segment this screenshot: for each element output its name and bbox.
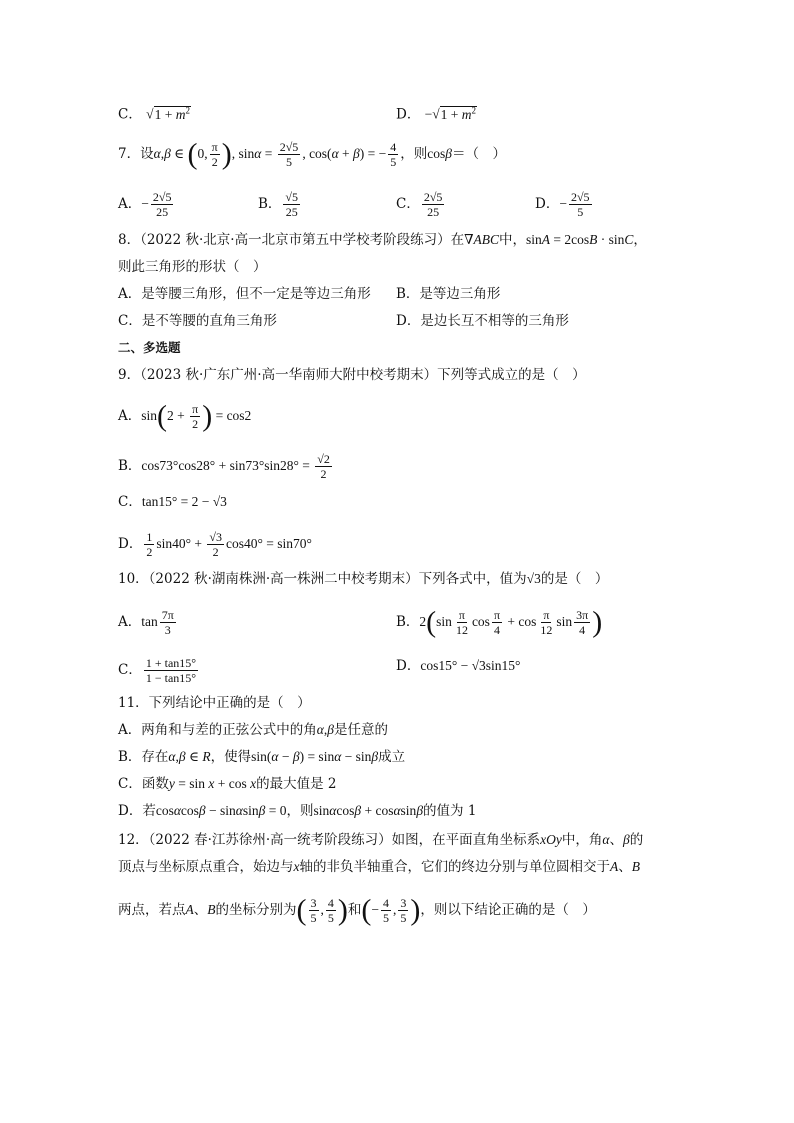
q7-option-b: B． $\frac{√5}{25}$ — [258, 190, 299, 219]
q11-option-d: D．若cosαcosβ − sinαsinβ = 0，则sinαcosβ + cosαsinβ的值为 1 — [118, 803, 477, 819]
q7-stem: 7．设α,β ∈ (0, $\frac{\pi}{2}$ ), sinα = $\frac{2√5}{5}$ , cos(α + β) = − $\frac{4}{5}$ ，则cosβ＝（ ） — [118, 137, 506, 171]
q8-stem-line2: 则此三角形的形状（ ） — [118, 259, 267, 275]
q10-option-a: A．tan $\frac{7\pi}{3}$ — [118, 608, 174, 637]
q9-option-c: C．tan15° = 2 − √3 — [118, 494, 227, 510]
q8-option-d: D．是边长互不相等的三角形 — [396, 313, 569, 329]
q7-option-d: D．− $\frac{2√5}{5}$ — [535, 190, 590, 219]
q9-stem: 9．（2023 秋·广东广州·高一华南师大附中校考期末）下列等式成立的是（ ） — [118, 367, 586, 383]
q7-option-a: A．− $\frac{2√5}{25}$ — [118, 190, 172, 219]
q6-option-c: C． $√1 + m^2$ — [118, 105, 190, 123]
q7-option-c: C． $\frac{2√5}{25}$ — [396, 190, 443, 219]
q10-option-b: B．2(sin $\frac{\pi}{12}$ cos $\frac{\pi}{4}$ + cos $\frac{\pi}{12}$ sin $\frac{3\pi}{4}$ ) — [396, 605, 603, 639]
q11-option-c: C．函数y = sin x + cos x的最大值是 2 — [118, 776, 337, 792]
q9-option-d: D． $\frac{1}{2}$ sin40° + $\frac{√3}{2}$ cos40° = sin70° — [118, 530, 312, 559]
q10-option-c: C． $\frac{1 + \tan 15^\circ}{1 - \tan 15^\circ}$ — [118, 656, 197, 685]
q12-stem-line1: 12．（2022 春·江苏徐州·高一统考阶段练习）如图，在平面直角坐标系xOy中，角α、β的 — [118, 832, 644, 848]
q8-option-b: B．是等边三角形 — [396, 286, 501, 302]
section-heading-multi-choice: 二、多选题 — [118, 340, 181, 355]
q8-option-a: A．是等腰三角形，但不一定是等边三角形 — [118, 286, 371, 302]
q6-option-d: D． $-√1 + m^2$ — [396, 105, 477, 123]
q11-option-b: B．存在α,β ∈ R，使得sin(α − β) = sinα − sinβ成立 — [118, 749, 406, 765]
q11-option-a: A．两角和与差的正弦公式中的角α,β是任意的 — [118, 722, 388, 738]
q12-stem-line3: 两点，若点A、B的坐标分别为( $\frac{3}{5}$ , $\frac{4}{5}$ )和(− $\frac{4}{5}$ , $\frac{3}{5}$ )，则以下结论正确的是（ ） — [118, 893, 596, 927]
q8-option-c: C．是不等腰的直角三角形 — [118, 313, 277, 329]
q9-option-b: B．cos73°cos28° + sin73°sin28° = $\frac{√2}{2}$ — [118, 452, 330, 481]
q10-option-d: D．cos15° − √3sin15° — [396, 658, 521, 674]
q9-option-a: A．sin(2 + $\frac{\pi}{2}$ ) = cos2 — [118, 399, 252, 433]
q12-stem-line2: 顶点与坐标原点重合，始边与x轴的非负半轴重合，它们的终边分别与单位圆相交于A、B — [118, 859, 640, 875]
q8-stem-line1: 8．（2022 秋·北京·高一北京市第五中学校考阶段练习）在∇ABC中，sinA = 2cosB · sinC， — [118, 232, 647, 248]
q11-stem: 11．下列结论中正确的是（ ） — [118, 695, 311, 711]
q10-stem: 10．（2022 秋·湖南株洲·高一株洲二中校考期末）下列各式中，值为√3的是（ ） — [118, 571, 609, 587]
